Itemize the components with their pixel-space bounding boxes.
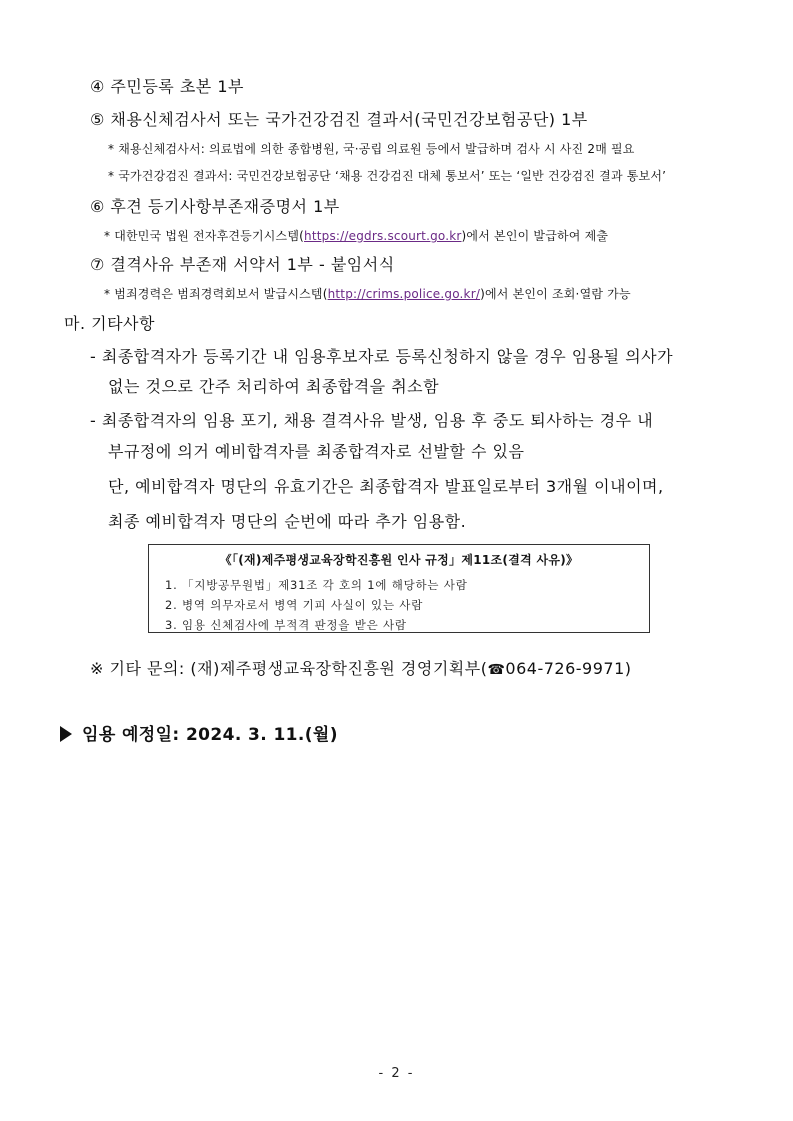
note-health-check-2: * 국가건강검진 결과서: 국민건강보험공단 ‘채용 건강검진 대체 통보서’ 또는 ‘일반 건강검진 결과 통보서’	[108, 169, 667, 183]
note-criminal-record	[104, 285, 631, 302]
note-guardianship	[104, 227, 608, 244]
item-health-check: ⑤ 채용신체검사서 또는 국가건강검진 결과서(국민건강보험공단) 1부	[90, 110, 588, 129]
disqualification-box	[148, 544, 650, 633]
box-item-2: 2. 병역 의무자로서 병역 기피 사실이 있는 사람	[165, 598, 424, 612]
telephone-icon: ☎	[487, 662, 506, 678]
item-resident-registration: ④ 주민등록 초본 1부	[90, 77, 244, 96]
box-item-1: 1. 「지방공무원법」제31조 각 호의 1에 해당하는 사람	[165, 578, 468, 592]
paragraph-2-line-2: 부규정에 의거 예비합격자를 최종합격자로 선발할 수 있음	[108, 442, 525, 461]
inquiry-suffix: )	[624, 659, 632, 678]
triangle-bullet-icon	[60, 726, 72, 742]
section-heading-other: 마. 기타사항	[64, 314, 155, 333]
box-item-3: 3. 임용 신체검사에 부적격 판정을 받은 사람	[165, 618, 407, 632]
appointment-date-text: 임용 예정일: 2024. 3. 11.(월)	[82, 725, 338, 745]
paragraph-1-line-2: 없는 것으로 간주 처리하여 최종합격을 취소함	[108, 377, 440, 396]
egdrs-link[interactable]: https://egdrs.scourt.go.kr	[304, 229, 462, 243]
note-criminal-post: )에서 본인이 조회·열람 가능	[480, 287, 631, 301]
note-health-check-1: * 채용신체검사서: 의료법에 의한 종합병원, 국·공립 의료원 등에서 발급하며 검사 시 사진 2매 필요	[108, 142, 635, 156]
page-number: - 2 -	[378, 1066, 415, 1081]
box-title: 《「(재)제주평생교육장학진흥원 인사 규정」제11조(결격 사유)》	[219, 553, 579, 567]
note-guardianship-pre: * 대한민국 법원 전자후견등기시스템(	[104, 229, 305, 243]
paragraph-2-line-1: - 최종합격자의 임용 포기, 채용 결격사유 발생, 임용 후 중도 퇴사하는 경우 내	[90, 411, 654, 430]
inquiry-prefix: ※ 기타 문의: (재)제주평생교육장학진흥원 경영기획부(	[90, 659, 488, 678]
paragraph-2-line-3: 단, 예비합격자 명단의 유효기간은 최종합격자 발표일로부터 3개월 이내이며,	[108, 477, 664, 496]
inquiry-phone: 064-726-9971	[505, 659, 625, 678]
paragraph-1-line-1: - 최종합격자가 등록기간 내 임용후보자로 등록신청하지 않을 경우 임용될 의사가	[90, 347, 674, 366]
appointment-schedule	[60, 720, 338, 745]
note-guardianship-post: )에서 본인이 발급하여 제출	[461, 229, 609, 243]
item-guardianship: ⑥ 후견 등기사항부존재증명서 1부	[90, 197, 340, 216]
item-disqualification-pledge: ⑦ 결격사유 부존재 서약서 1부 - 붙임서식	[90, 255, 395, 274]
paragraph-2-line-4: 최종 예비합격자 명단의 순번에 따라 추가 임용함.	[108, 512, 467, 531]
crims-link[interactable]: http://crims.police.go.kr/	[327, 287, 481, 301]
note-criminal-pre: * 범죄경력은 범죄경력회보서 발급시스템(	[104, 287, 328, 301]
inquiry-line	[90, 656, 632, 679]
